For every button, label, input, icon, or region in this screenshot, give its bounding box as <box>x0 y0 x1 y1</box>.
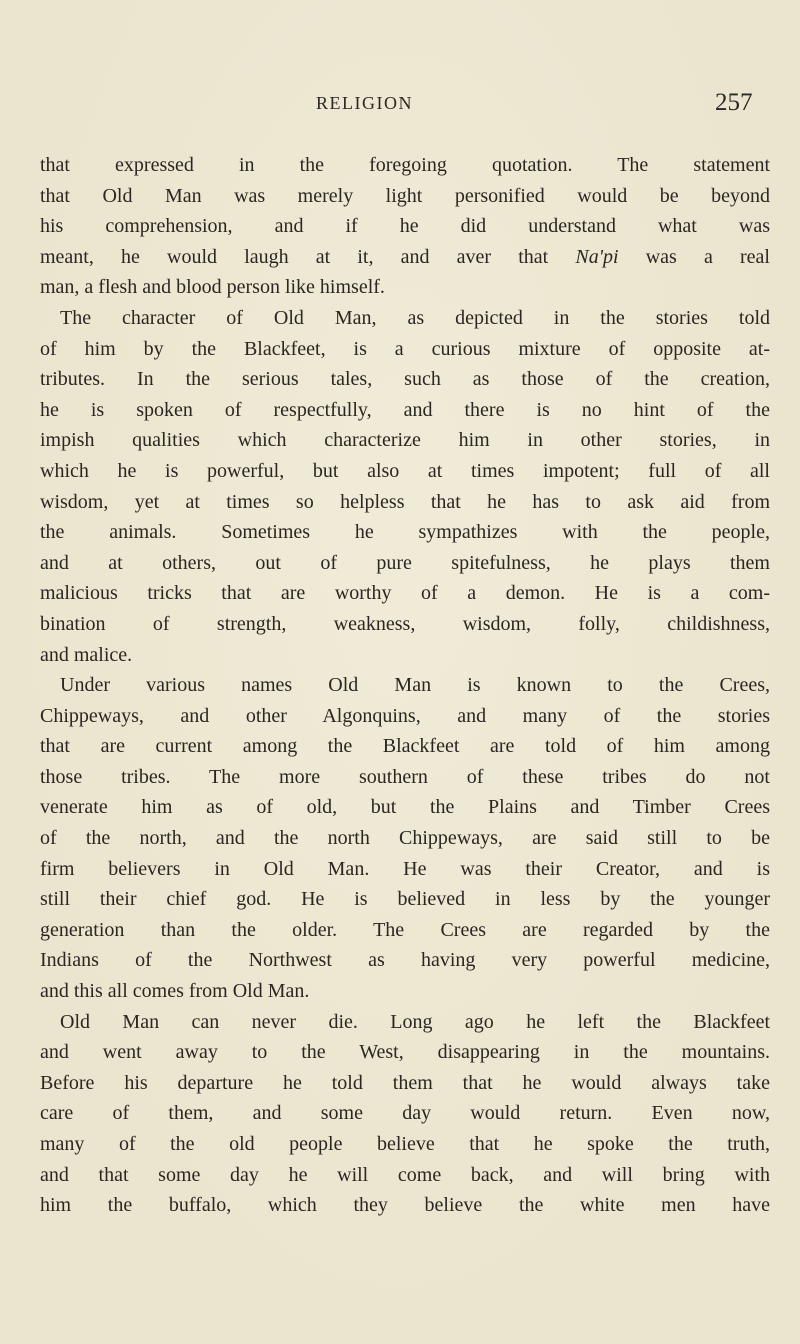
text-line: malicious tricks that are worthy of a demon. He is a com- <box>40 582 770 605</box>
text-line: which he is powerful, but also at times impotent; full of all <box>40 459 770 482</box>
text-line: his comprehension, and if he did understand what was <box>40 215 770 238</box>
text-line: bination of strength, weakness, wisdom, folly, childishness, <box>40 612 770 635</box>
text-line: Under various names Old Man is known to the Crees, <box>60 674 770 697</box>
text-line: and that some day he will come back, and will bring with <box>40 1163 770 1186</box>
text-line: Before his departure he told them that he would always take <box>40 1071 770 1094</box>
text-line: that expressed in the foregoing quotation. The statement <box>40 154 770 176</box>
text-line: care of them, and some day would return. Even now, <box>40 1102 770 1125</box>
text-line: that Old Man was merely light personified would be beyond <box>40 184 770 207</box>
text-line: many of the old people believe that he spoke the truth, <box>40 1133 770 1155</box>
text-segment: meant, he would laugh at it, and aver that <box>40 245 576 268</box>
text-line: generation than the older. The Crees are regarded by the <box>40 918 770 941</box>
text-line: impish qualities which characterize him in other stories, in <box>40 429 770 452</box>
text-line-with-italic <box>40 242 770 273</box>
text-line: and this all comes from Old Man. <box>40 980 310 1003</box>
text-line: tributes. In the serious tales, such as those of the creation, <box>40 368 770 391</box>
text-line: of the north, and the north Chippeways, are said still to be <box>40 827 770 850</box>
text-line: venerate him as of old, but the Plains and Timber Crees <box>40 796 770 819</box>
text-line: and went away to the West, disappearing in the mountains. <box>40 1041 770 1064</box>
text-line: that are current among the Blackfeet are told of him among <box>40 735 770 758</box>
text-line: and malice. <box>40 643 133 666</box>
page-number: 257 <box>715 89 753 116</box>
text-line: him the buffalo, which they believe the white men have <box>40 1194 770 1217</box>
text-segment: was a real <box>618 245 770 268</box>
text-line: firm believers in Old Man. He was their Creator, and is <box>40 857 770 880</box>
body-text <box>40 150 770 1221</box>
text-line: he is spoken of respectfully, and there is no hint of the <box>40 398 770 421</box>
text-line: those tribes. The more southern of these tribes do not <box>40 765 770 788</box>
text-line: Chippeways, and other Algonquins, and many of the stories <box>40 704 770 727</box>
text-line: the animals. Sometimes he sympathizes with the people, <box>40 521 770 544</box>
italic-term: Na'pi <box>575 245 619 268</box>
text-line: Indians of the Northwest as having very powerful medicine, <box>40 949 770 972</box>
text-line: The character of Old Man, as depicted in the stories told <box>60 306 770 329</box>
text-line: of him by the Blackfeet, is a curious mixture of opposite at- <box>40 337 770 360</box>
text-line: wisdom, yet at times so helpless that he has to ask aid from <box>40 490 770 513</box>
text-line: man, a flesh and blood person like himself. <box>40 276 385 299</box>
text-line: Old Man can never die. Long ago he left the Blackfeet <box>60 1010 770 1033</box>
text-line: still their chief god. He is believed in less by the younger <box>40 888 770 911</box>
running-head <box>0 89 800 123</box>
chapter-title: RELIGION <box>316 93 413 113</box>
text-line: and at others, out of pure spitefulness, he plays them <box>40 551 770 574</box>
